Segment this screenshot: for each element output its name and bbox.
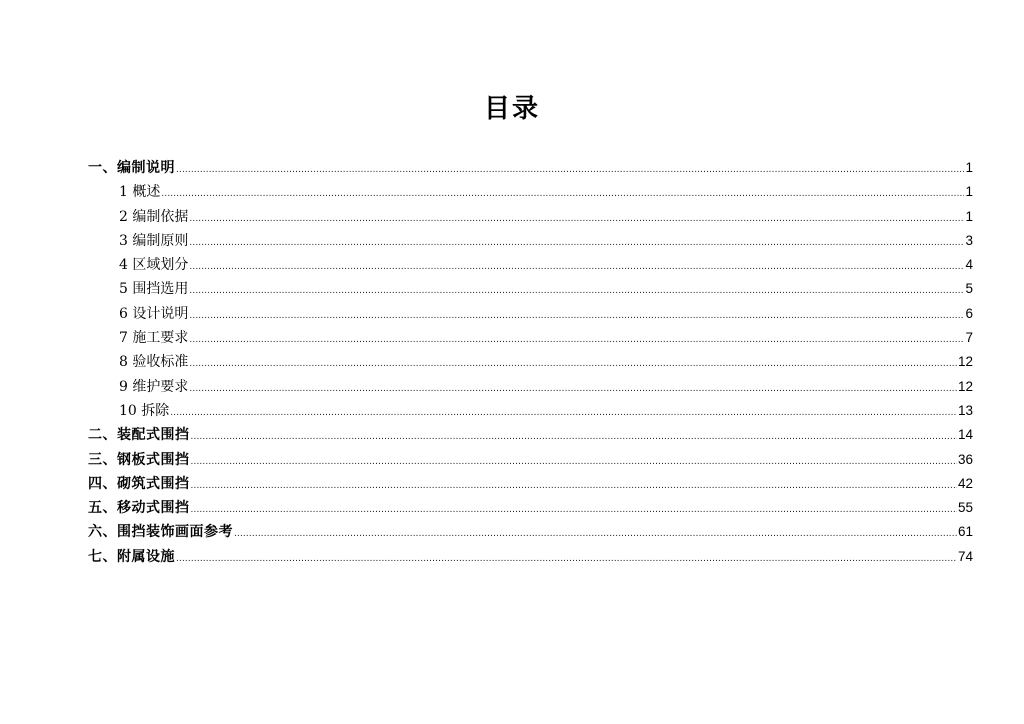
toc-entry-page: 14 [957, 427, 973, 443]
toc-entry-section-5[interactable] [88, 496, 973, 520]
toc-entry-label: 4 区域划分 [119, 257, 189, 274]
toc-entry-page: 74 [957, 548, 973, 564]
toc-entry-label: 5 围挡选用 [119, 281, 189, 298]
toc-entry-label: 六、围挡装饰画面参考 [88, 524, 233, 541]
toc-entry-page: 1 [965, 208, 973, 224]
toc-dot-leader [191, 498, 957, 522]
toc-dot-leader [189, 207, 964, 231]
toc-dot-leader [176, 158, 964, 182]
toc-entry-1-2[interactable] [88, 205, 973, 229]
toc-dot-leader [161, 182, 964, 206]
toc-dot-leader [191, 474, 957, 498]
toc-entry-page: 5 [965, 281, 973, 297]
toc-entry-label: 7 施工要求 [119, 330, 189, 347]
toc-entry-1-3[interactable] [88, 229, 973, 253]
toc-entry-page: 61 [957, 524, 973, 540]
toc-entry-page: 55 [957, 500, 973, 516]
toc-dot-leader [176, 547, 957, 571]
toc-entry-label: 2 编制依据 [119, 208, 189, 225]
toc-entry-1-8[interactable] [88, 350, 973, 374]
toc-entry-1-7[interactable] [88, 326, 973, 350]
toc-entry-page: 42 [957, 475, 973, 491]
toc-entry-page: 1 [965, 160, 973, 175]
toc-entry-label: 五、移动式围挡 [88, 500, 190, 517]
toc-dot-leader [189, 352, 957, 376]
toc-entry-label: 8 验收标准 [119, 354, 189, 371]
toc-dot-leader [191, 450, 957, 474]
toc-entry-page: 12 [957, 378, 973, 394]
toc-entry-label: 10 拆除 [119, 402, 170, 419]
toc-entry-label: 七、附属设施 [88, 548, 175, 565]
toc-entry-section-3[interactable] [88, 448, 973, 472]
toc-entry-section-4[interactable] [88, 472, 973, 496]
toc-entry-page: 36 [957, 451, 973, 467]
toc-entry-1-1[interactable] [88, 180, 973, 204]
toc-entry-page: 6 [965, 305, 973, 321]
toc-dot-leader [189, 377, 957, 401]
toc-dot-leader [189, 279, 964, 303]
toc-entry-label: 三、钢板式围挡 [88, 451, 190, 468]
toc-dot-leader [189, 255, 964, 279]
toc-entry-label: 二、装配式围挡 [88, 427, 190, 444]
toc-entry-label: 6 设计说明 [119, 305, 189, 322]
toc-dot-leader [191, 425, 957, 449]
toc-entry-page: 13 [957, 402, 973, 418]
toc-entry-1-4[interactable] [88, 253, 973, 277]
toc-entry-section-1[interactable] [88, 156, 973, 180]
toc-entry-1-10[interactable] [88, 399, 973, 423]
toc-entry-section-2[interactable] [88, 423, 973, 447]
toc-entry-page: 12 [957, 354, 973, 370]
toc-entry-page: 1 [965, 184, 973, 200]
toc-entry-label: 9 维护要求 [119, 378, 189, 395]
toc-list [88, 156, 973, 569]
toc-entry-1-9[interactable] [88, 375, 973, 399]
toc-entry-page: 4 [965, 257, 973, 273]
toc-entry-section-7[interactable] [88, 545, 973, 569]
toc-entry-page: 7 [965, 330, 973, 346]
toc-dot-leader [234, 522, 957, 546]
toc-entry-label: 3 编制原则 [119, 232, 189, 249]
toc-dot-leader [189, 231, 964, 255]
toc-entry-label: 一、编制说明 [88, 160, 175, 176]
toc-title: 目录 [483, 94, 540, 124]
toc-dot-leader [189, 304, 964, 328]
toc-entry-page: 3 [965, 232, 973, 248]
toc-entry-1-6[interactable] [88, 302, 973, 326]
toc-entry-label: 四、砌筑式围挡 [88, 475, 190, 492]
toc-entry-1-5[interactable] [88, 277, 973, 301]
toc-entry-label: 1 概述 [119, 184, 161, 201]
toc-dot-leader [170, 401, 957, 425]
toc-dot-leader [189, 328, 964, 352]
toc-entry-section-6[interactable] [88, 520, 973, 544]
